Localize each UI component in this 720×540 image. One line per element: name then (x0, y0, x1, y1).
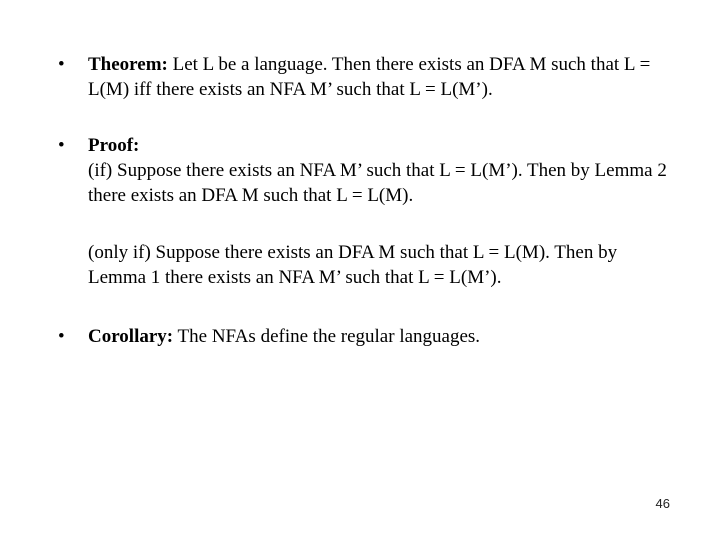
theorem-body (88, 52, 678, 102)
theorem-statement (88, 52, 678, 102)
proof-body (88, 133, 678, 290)
bullet-marker: • (58, 135, 65, 156)
proof-if-paragraph: (if) Suppose there exists an NFA M’ such that L = L(M’). Then by Lemma 2 there exists an DFA M such that L = L(M). (88, 160, 667, 206)
theorem-label: Theorem: (88, 54, 168, 75)
proof-only-if-paragraph: (only if) Suppose there exists an DFA M such that L = L(M). Then by Lemma 1 there exists an NFA M’ such that L = L(M’). (88, 242, 618, 288)
bullet-marker: • (58, 54, 65, 75)
theorem-text: Let L be a language. Then there exists an DFA M such that L = L(M) iff there exists an NFA M’ such that L = L(M’). (88, 54, 651, 100)
proof-label: Proof: (88, 135, 140, 156)
page-number: 46 (655, 496, 670, 511)
corollary-statement (88, 324, 678, 349)
bullet-marker: • (58, 326, 65, 347)
corollary-label: Corollary: (88, 326, 174, 347)
corollary-body (88, 324, 678, 349)
corollary-text: The NFAs define the regular languages. (173, 326, 481, 347)
